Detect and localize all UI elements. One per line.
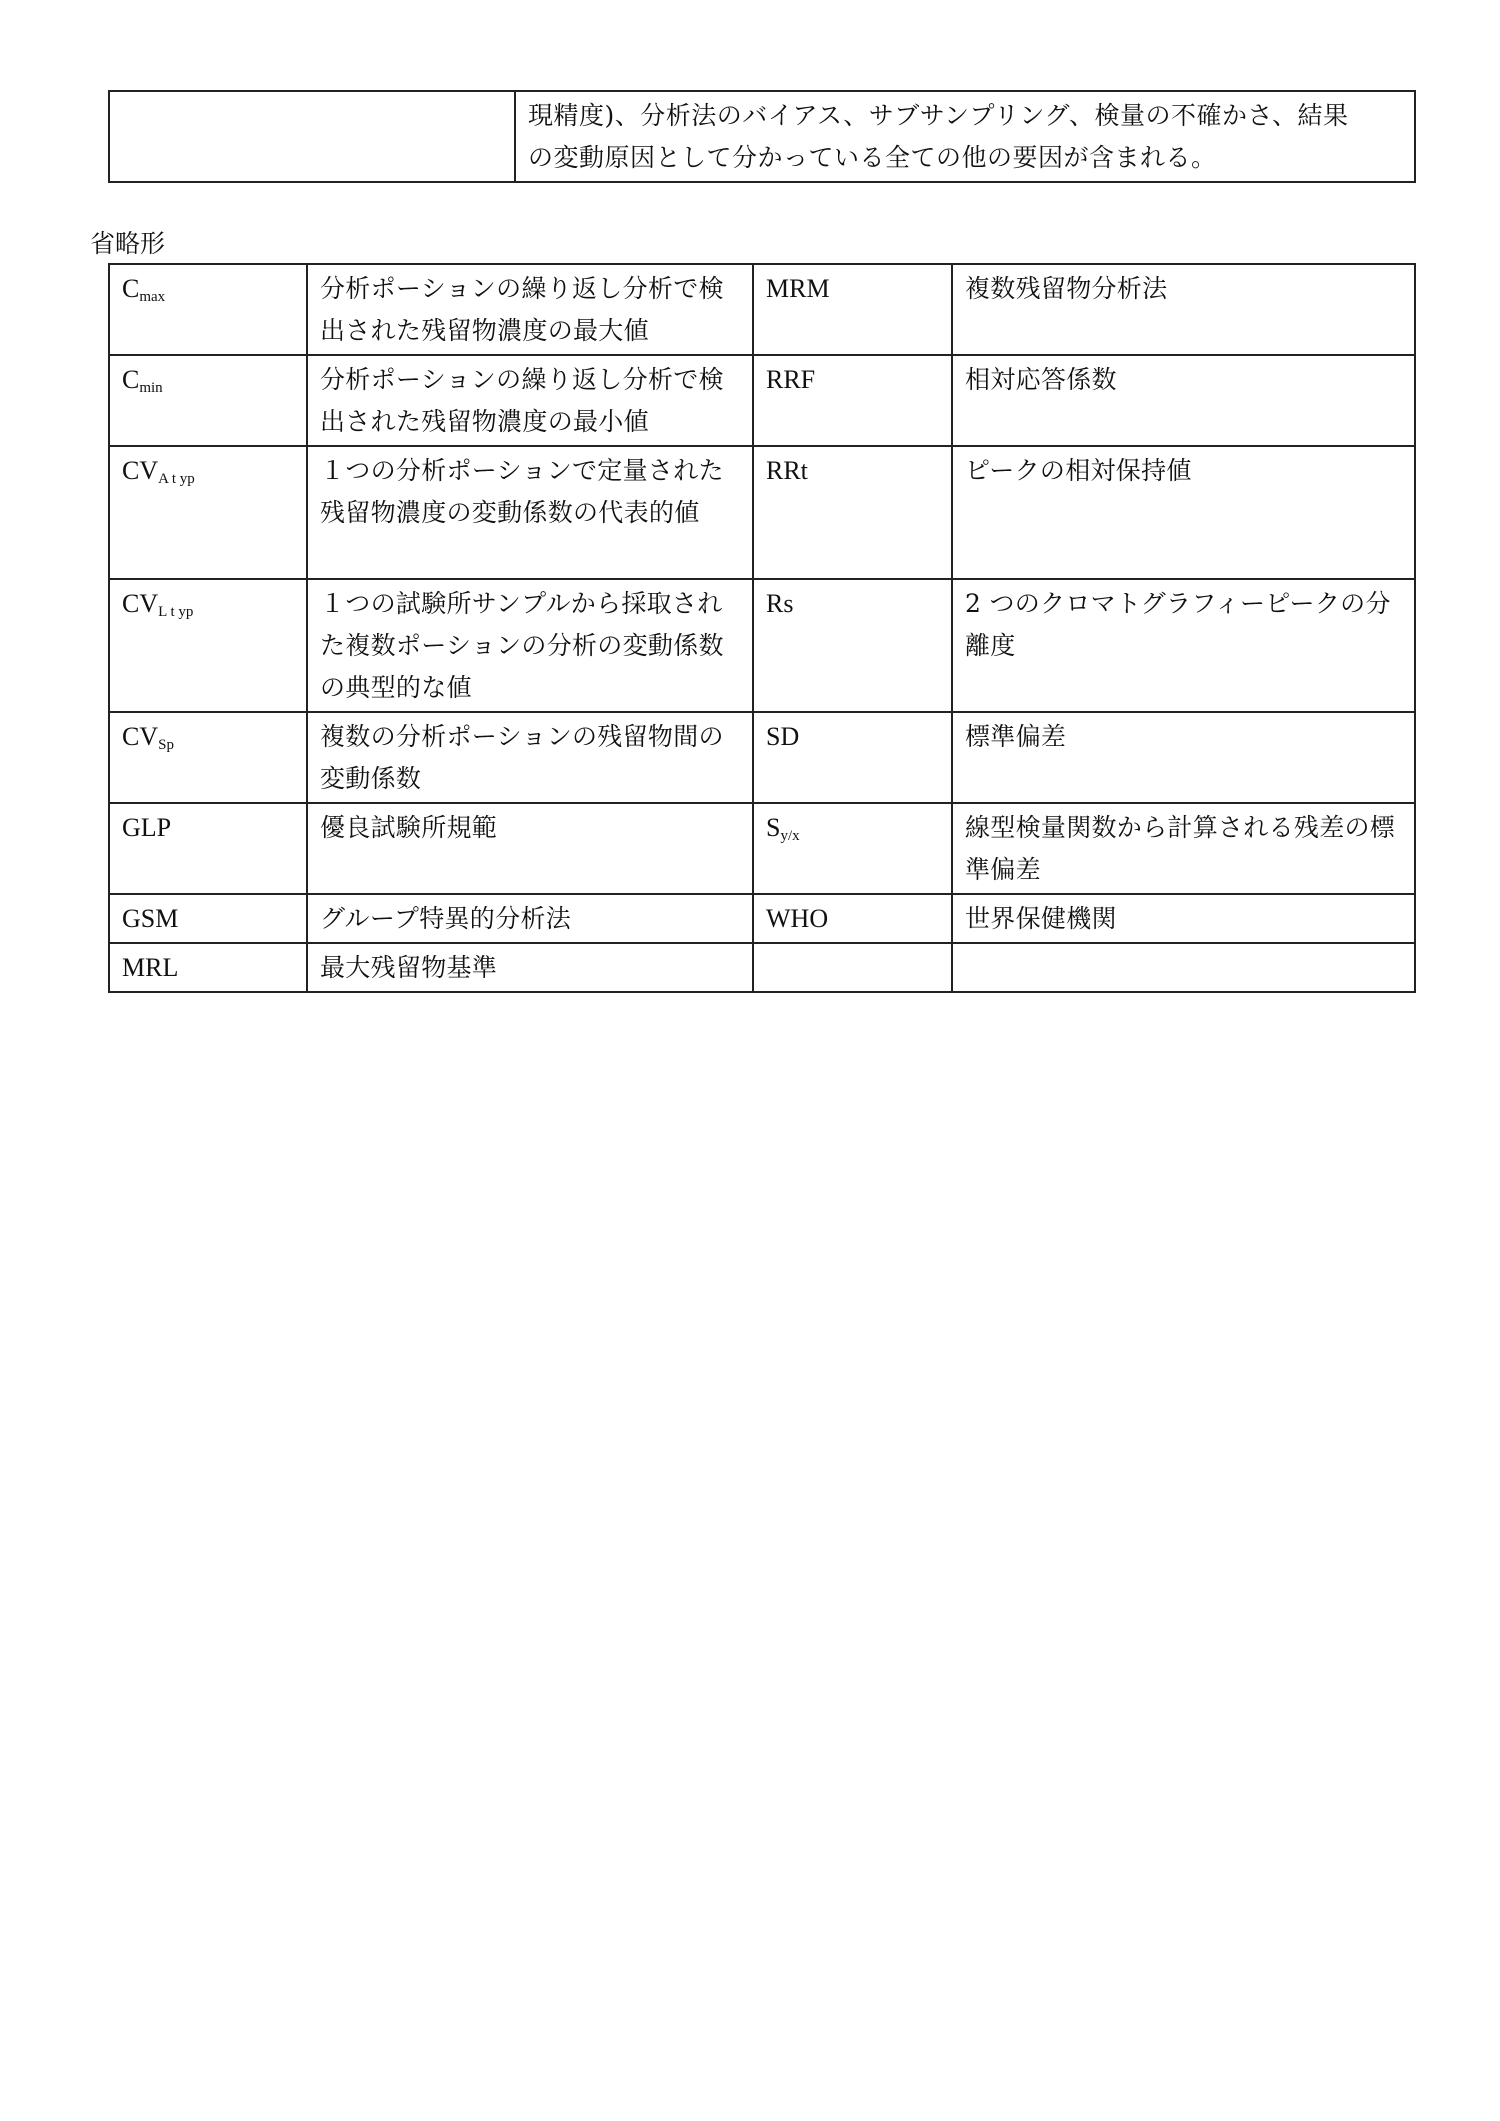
abbreviation-term: Rs [766, 589, 794, 618]
definition-text: ピークの相対保持値 [965, 456, 1192, 485]
table-row [109, 712, 1415, 803]
abbreviations-table-body [109, 264, 1415, 992]
abbreviation-cell [753, 712, 952, 803]
definition-text: 最大残留物基準 [320, 953, 498, 982]
definition-text: 分析ポーションの繰り返し分析で検出された残留物濃度の最大値 [320, 274, 724, 345]
abbreviation-cell [109, 803, 307, 894]
abbreviation-cell [753, 355, 952, 446]
abbreviation-term: CV [122, 456, 159, 485]
abbreviation-term: RRF [766, 365, 816, 394]
abbreviation-cell [109, 446, 307, 579]
definition-cell [952, 894, 1415, 943]
definition-text: 2 つのクロマトグラフィーピークの分離度 [965, 589, 1391, 660]
definition-cell [307, 894, 753, 943]
abbreviation-term: S [766, 813, 781, 842]
continuation-term-cell [109, 91, 515, 182]
definition-text: 相対応答係数 [965, 365, 1117, 394]
definition-cell [952, 264, 1415, 355]
table-row [109, 446, 1415, 579]
definition-cell [307, 355, 753, 446]
abbreviation-cell [753, 264, 952, 355]
definition-text: 優良試験所規範 [320, 813, 498, 842]
definition-text: １つの試験所サンプルから採取された複数ポーションの分析の変動係数の典型的な値 [320, 589, 724, 702]
definition-cell [307, 264, 753, 355]
abbreviation-cell [109, 355, 307, 446]
definition-text: 分析ポーションの繰り返し分析で検出された残留物濃度の最小値 [320, 365, 724, 436]
abbreviation-cell [109, 894, 307, 943]
table-row [109, 355, 1415, 446]
abbreviation-subscript: max [139, 289, 166, 305]
abbreviation-term: CV [122, 589, 159, 618]
definition-cell [952, 803, 1415, 894]
abbreviation-subscript: y/x [780, 828, 800, 844]
continuation-line-1: 現精度)、分析法のバイアス、サブサンプリング、検量の不確かさ、結果 [528, 101, 1349, 130]
definition-text: 複数の分析ポーションの残留物間の変動係数 [320, 722, 724, 793]
abbreviations-table [108, 263, 1416, 993]
abbreviation-subscript: L t yp [158, 604, 194, 620]
table-row [109, 264, 1415, 355]
definition-text: 複数残留物分析法 [965, 274, 1168, 303]
abbreviation-term: MRM [766, 274, 830, 303]
definition-cell [952, 446, 1415, 579]
definition-text: 線型検量関数から計算される残差の標準偏差 [965, 813, 1396, 884]
abbreviation-cell [753, 579, 952, 712]
definition-text: グループ特異的分析法 [320, 904, 572, 933]
definition-cell [307, 803, 753, 894]
abbreviation-term: C [122, 365, 140, 394]
abbreviation-term: GSM [122, 904, 179, 933]
table-row [109, 943, 1415, 992]
table-row [109, 579, 1415, 712]
table-row [109, 894, 1415, 943]
abbreviation-cell [753, 446, 952, 579]
definition-text: １つの分析ポーションで定量された残留物濃度の変動係数の代表的値 [320, 456, 724, 527]
section-heading: 省略形 [90, 229, 166, 258]
abbreviation-term: RRt [766, 456, 808, 485]
abbreviation-cell [109, 943, 307, 992]
abbreviation-subscript: Sp [158, 737, 174, 753]
definition-cell [952, 579, 1415, 712]
definition-cell [952, 355, 1415, 446]
abbreviation-term: C [122, 274, 140, 303]
continuation-table [108, 90, 1416, 183]
abbreviation-cell [753, 943, 952, 992]
abbreviation-term: GLP [122, 813, 172, 842]
definition-cell [307, 579, 753, 712]
abbreviation-term: CV [122, 722, 159, 751]
definition-cell [307, 943, 753, 992]
abbreviation-subscript: min [139, 380, 163, 396]
abbreviation-cell [753, 803, 952, 894]
table-row [109, 803, 1415, 894]
abbreviation-cell [109, 264, 307, 355]
definition-text: 標準偏差 [965, 722, 1067, 751]
abbreviation-cell [109, 579, 307, 712]
definition-cell [307, 446, 753, 579]
definition-text: 世界保健機関 [965, 904, 1117, 933]
continuation-line-2: の変動原因として分かっている全ての他の要因が含まれる。 [528, 143, 1217, 172]
definition-cell [307, 712, 753, 803]
definition-cell [952, 712, 1415, 803]
abbreviation-cell [109, 712, 307, 803]
abbreviation-term: WHO [766, 904, 829, 933]
definition-cell [952, 943, 1415, 992]
continuation-definition-cell [515, 91, 1415, 182]
abbreviation-cell [753, 894, 952, 943]
abbreviation-term: MRL [122, 953, 179, 982]
table-row [109, 91, 1415, 182]
abbreviation-subscript: A t yp [158, 471, 195, 487]
abbreviation-term: SD [766, 722, 800, 751]
